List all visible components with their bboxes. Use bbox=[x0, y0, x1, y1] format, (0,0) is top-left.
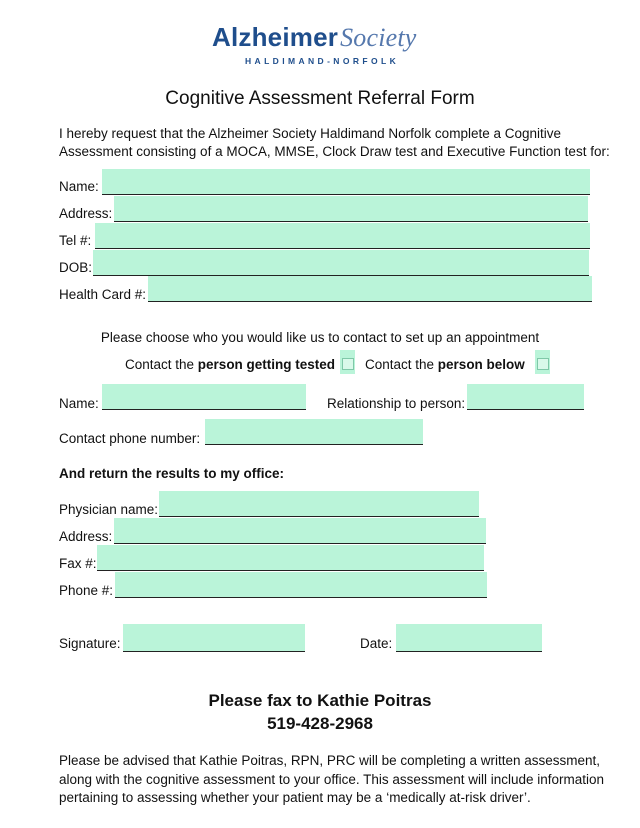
notice-paragraph: Please be advised that Kathie Poitras, RPN, PRC will be completing a written assessment, along with the cognitive assessment to your office. This assessment will include information pertaining to assessing whether your patient may be a ‘medically at-risk driver’. bbox=[59, 753, 605, 805]
signature-row bbox=[59, 634, 121, 654]
relationship-row bbox=[327, 394, 465, 414]
office-fax-label: Fax #: bbox=[59, 556, 97, 571]
patient-address-row bbox=[59, 204, 112, 224]
patient-address-label: Address: bbox=[59, 206, 113, 221]
logo-subtitle: HALDIMAND-NORFOLK bbox=[245, 56, 400, 66]
option2-prefix: Contact the bbox=[365, 357, 438, 372]
patient-health-card-label: Health Card #: bbox=[59, 287, 147, 302]
intro-paragraph: I hereby request that the Alzheimer Society Haldimand Norfolk complete a Cognitive Assessment consisting of a MOCA, MMSE, Clock Draw test and Executive Function test for: bbox=[59, 126, 610, 159]
checkbox-person-tested[interactable] bbox=[342, 358, 354, 370]
office-address-label: Address: bbox=[59, 529, 113, 544]
office-fax-field[interactable] bbox=[97, 545, 484, 571]
contact-phone-label: Contact phone number: bbox=[59, 431, 201, 446]
patient-health-card-field[interactable] bbox=[148, 276, 592, 302]
date-field[interactable] bbox=[396, 624, 542, 652]
patient-name-field[interactable] bbox=[102, 169, 590, 195]
contact-option-person-below bbox=[365, 355, 525, 375]
contact-name-field[interactable] bbox=[102, 384, 306, 410]
checkbox-person-below[interactable] bbox=[537, 358, 549, 370]
contact-phone-field[interactable] bbox=[205, 419, 423, 445]
patient-name-label: Name: bbox=[59, 179, 99, 194]
physician-label: Physician name: bbox=[59, 502, 159, 517]
office-phone-field[interactable] bbox=[115, 572, 487, 598]
contact-name-row bbox=[59, 394, 99, 414]
date-row bbox=[360, 634, 392, 654]
office-phone-row bbox=[59, 581, 113, 601]
office-fax-row bbox=[59, 554, 97, 574]
patient-health-card-row bbox=[59, 285, 146, 305]
contact-phone-row bbox=[59, 429, 200, 449]
logo-word-alzheimer: Alzheimer bbox=[212, 22, 339, 52]
logo-word-society: Society bbox=[340, 23, 417, 52]
physician-row bbox=[59, 500, 158, 520]
patient-tel-field[interactable] bbox=[95, 223, 590, 249]
contact-name-label: Name: bbox=[59, 396, 99, 411]
patient-dob-field[interactable] bbox=[93, 250, 589, 276]
option1-bold: person getting tested bbox=[197, 357, 336, 372]
office-address-row bbox=[59, 527, 112, 547]
office-address-field[interactable] bbox=[114, 518, 486, 544]
patient-dob-label: DOB: bbox=[59, 260, 93, 275]
patient-address-field[interactable] bbox=[114, 196, 588, 222]
office-phone-label: Phone #: bbox=[59, 583, 114, 598]
patient-tel-row bbox=[59, 231, 91, 251]
fax-number: 519-428-2968 bbox=[267, 714, 373, 733]
alzheimer-society-logo bbox=[212, 22, 472, 72]
patient-tel-label: Tel #: bbox=[59, 233, 92, 248]
physician-name-field[interactable] bbox=[159, 491, 479, 517]
relationship-field[interactable] bbox=[467, 384, 584, 410]
fax-to-line: Please fax to Kathie Poitras bbox=[208, 691, 432, 710]
date-label: Date: bbox=[360, 636, 393, 651]
patient-dob-row bbox=[59, 258, 92, 278]
signature-label: Signature: bbox=[59, 636, 121, 651]
option2-bold: person below bbox=[437, 357, 525, 372]
relationship-label: Relationship to person: bbox=[327, 396, 466, 411]
form-title: Cognitive Assessment Referral Form bbox=[165, 88, 475, 109]
contact-prompt: Please choose who you would like us to contact to set up an appointment bbox=[100, 330, 540, 345]
patient-name-row bbox=[59, 177, 99, 197]
contact-option-person-tested bbox=[125, 355, 335, 375]
signature-field[interactable] bbox=[123, 624, 305, 652]
return-heading: And return the results to my office: bbox=[59, 466, 285, 481]
option1-prefix: Contact the bbox=[125, 357, 198, 372]
